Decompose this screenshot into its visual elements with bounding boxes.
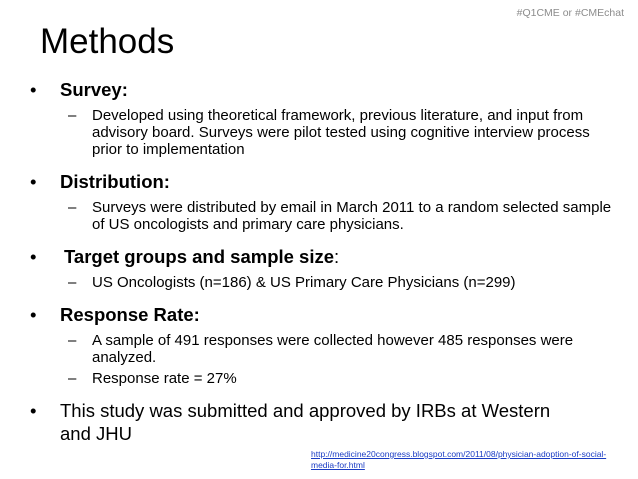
section-heading: Survey: xyxy=(60,79,128,100)
sub-bullet-text: US Oncologists (n=186) & US Primary Care Physicians (n=299) xyxy=(92,274,516,291)
dash-icon: – xyxy=(68,107,77,124)
section-target-groups xyxy=(22,245,612,291)
dash-icon: – xyxy=(68,274,77,291)
dash-icon: – xyxy=(68,199,77,216)
sub-bullet-item xyxy=(22,370,612,387)
final-point-text: This study was submitted and approved by IRBs at Western and JHU xyxy=(60,400,551,444)
bullet-icon: • xyxy=(30,246,37,267)
bullet-icon: • xyxy=(30,171,37,192)
sub-bullet-text: A sample of 491 responses were collected however 485 responses were analyzed. xyxy=(92,332,574,366)
bullet-item-final xyxy=(22,399,580,445)
section-response-rate xyxy=(22,303,612,387)
dash-icon: – xyxy=(68,332,77,349)
sub-bullet-item xyxy=(22,332,612,366)
sub-bullet-item xyxy=(22,107,612,158)
slide-title: Methods xyxy=(40,22,175,61)
sub-bullet-item xyxy=(22,274,612,291)
sub-bullet-text: Surveys were distributed by email in March 2011 to a random selected sample of US oncologists and primary care physicians. xyxy=(92,199,612,233)
section-heading: Response Rate: xyxy=(60,304,200,325)
bullet-item xyxy=(22,170,612,193)
bullet-icon: • xyxy=(30,79,37,100)
section-heading: Target groups and sample size xyxy=(64,246,335,267)
section-heading: Distribution: xyxy=(60,171,170,192)
bullet-item xyxy=(22,78,612,101)
section-survey xyxy=(22,78,612,158)
bullet-icon: • xyxy=(30,304,37,325)
sub-bullet-text: Response rate = 27% xyxy=(92,370,237,387)
slide-content xyxy=(22,78,612,451)
section-heading-suffix: : xyxy=(334,246,340,267)
sub-bullet-text: Developed using theoretical framework, previous literature, and input from advisory board. Surveys were pilot tested using cognitive interview process prior to implementation xyxy=(92,107,590,158)
section-distribution xyxy=(22,170,612,233)
hashtag-label: #Q1CME or #CMEchat xyxy=(516,7,624,19)
bullet-item xyxy=(22,303,612,326)
sub-bullet-item xyxy=(22,199,612,233)
source-link[interactable]: http://medicine20congress.blogspot.com/2011/08/physician-adoption-of-social-media-for.html xyxy=(311,449,607,470)
dash-icon: – xyxy=(68,370,77,387)
bullet-icon: • xyxy=(30,400,37,421)
bullet-item xyxy=(22,245,612,268)
